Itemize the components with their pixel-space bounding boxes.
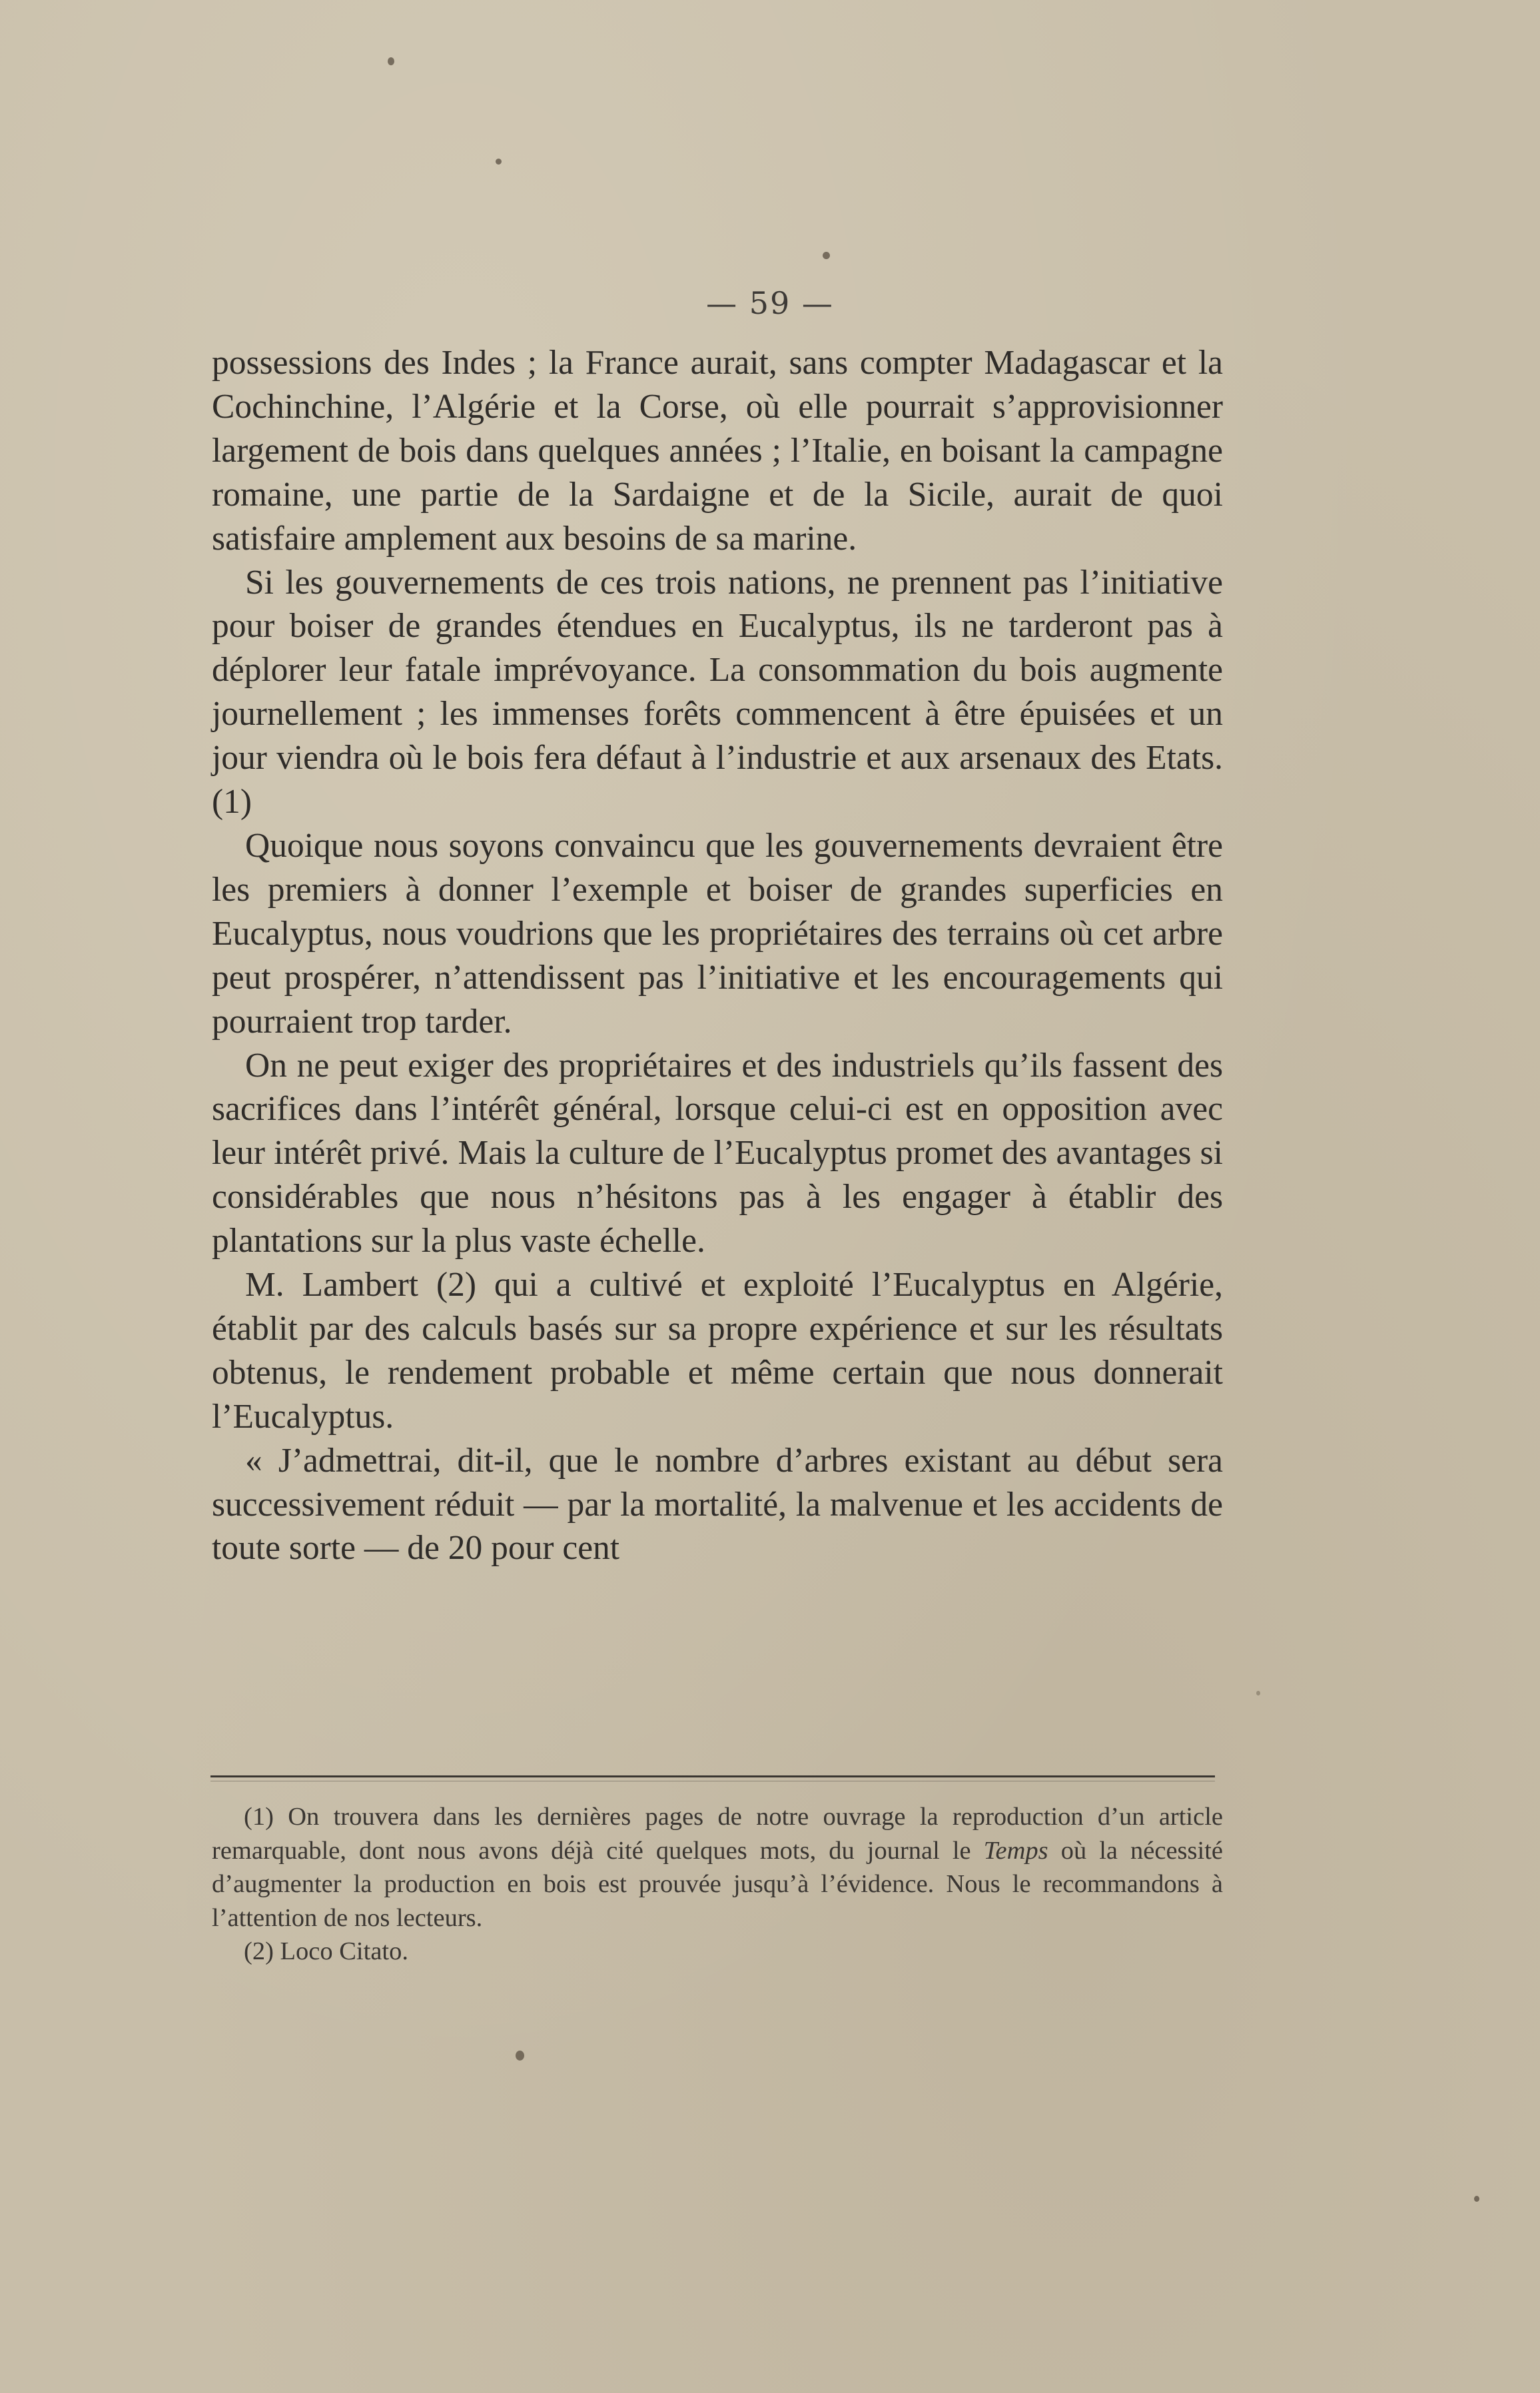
paragraph-4: On ne peut exiger des propriétaires et des industriels qu’ils fassent des sacrifices dans l’intérêt général, lorsque celui-ci est en opposition avec leur intérêt privé. Mais la culture de l’Eucalyptus promet des avantages si considérables que nous n’hésitons pas à les engager à établir des plantations sur la plus vaste échelle. <box>212 1046 1223 1260</box>
ink-speck <box>823 252 830 259</box>
paragraph-6: « J’admettrai, dit-il, que le nombre d’arbres existant au début sera successivement réduit — par la mortalité, la malvenue et les accidents de toute sorte — de 20 pour cent <box>212 1441 1223 1568</box>
ink-speck <box>388 57 394 65</box>
ink-speck <box>1256 1691 1260 1695</box>
main-text <box>212 341 1223 1570</box>
paragraph-2: Si les gouvernements de ces trois nations, ne prennent pas l’initiative pour boiser de grandes étendues en Eucalyptus, ils ne tarderont pas à déplorer leur fatale imprévoyance. La consommation du bois augmente journellement ; les immenses forêts commencent à être épuisées et un jour viendra où le bois fera défaut à l’industrie et aux arsenaux des Etats. (1) <box>212 563 1223 821</box>
footnotes <box>212 1800 1223 1969</box>
paragraph-3: Quoique nous soyons convaincu que les gouvernements devraient être les premiers à donner l’exemple et boiser de grandes superficies en Eucalyptus, nous voudrions que les propriétaires des terrains où cet arbre peut prospérer, n’attendissent pas l’initiative et les encouragements qui pourraient trop tarder. <box>212 826 1223 1041</box>
footnote-1 <box>212 1800 1223 1935</box>
footnote-1-journal-title: Temps <box>983 1836 1048 1865</box>
ink-speck <box>496 159 502 165</box>
paragraph-5: M. Lambert (2) qui a cultivé et exploité l’Eucalyptus en Algérie, établit par des calculs basés sur sa propre expérience et sur les résultats obtenus, le rendement probable et même certain que nous donnerait l’Eucalyptus. <box>212 1266 1223 1436</box>
footnote-separator <box>210 1775 1215 1777</box>
footnote-1-text: (1) On trouvera dans les dernières pages de notre ouvrage la reproduction d’un article remarquable, dont nous avons déjà cité quelques mots, du journal le <box>212 1803 1223 1865</box>
paragraph-1: possessions des Indes ; la France aurait, sans compter Madagascar et la Cochinchine, l’Algérie et la Corse, où elle pourrait s’approvisionner largement de bois dans quelques années ; l’Italie, en boisant la campagne romaine, une partie de la Sardaigne et de la Sicile, aurait de quoi satisfaire amplement aux besoins de sa marine. <box>212 344 1223 558</box>
footnote-1-text-end: où la nécessité d’augmenter la production en bois est prouvée jusqu’à l’évidence. Nous le recommandons à l’attention de nos lecteurs. <box>212 1836 1223 1932</box>
ink-speck <box>516 2051 524 2061</box>
footnote-2: (2) Loco Citato. <box>244 1937 408 1965</box>
ink-speck <box>1474 2196 1479 2202</box>
page-number: — 59 — <box>706 285 834 321</box>
